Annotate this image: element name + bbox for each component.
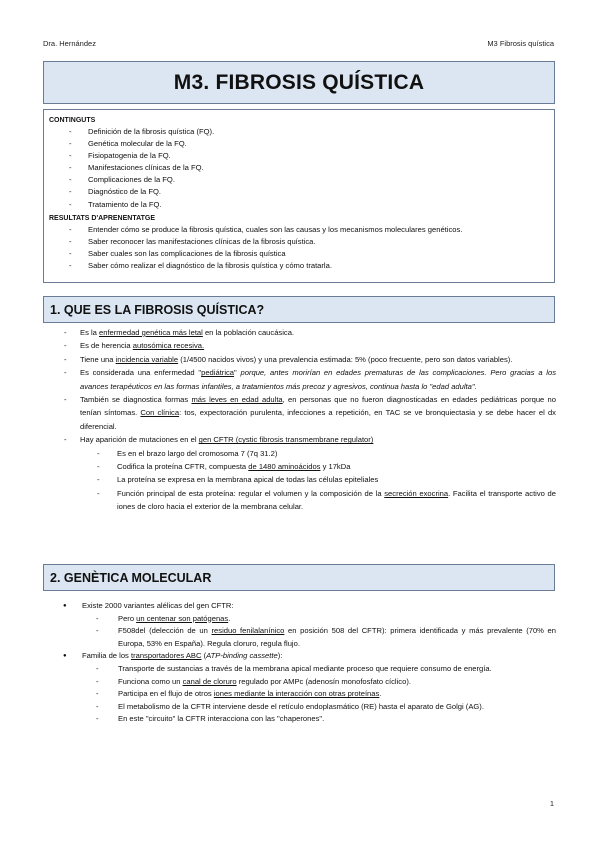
cftr-sublist [97,447,556,514]
list-item: - Manifestaciones clínicas de la FQ. [69,162,549,174]
list-item: - Entender cómo se produce la fibrosis quística, cuales son las causas y los mecanismos moleculares genéticos. [69,224,549,236]
list-item: - Es de herencia autosómica recesiva. [64,339,556,352]
page-number: 1 [549,799,554,808]
list-item: - Complicaciones de la FQ. [69,174,549,186]
page-title: M3. FIBROSIS QUÍSTICA [173,70,425,94]
variants-sublist [96,613,556,651]
contents-box [43,109,555,283]
list-item: - Tratamiento de la FQ. [69,199,549,211]
list-item: - Definición de la fibrosis quística (FQ). [69,126,549,138]
contents-list [69,126,549,211]
list-item: ● Existe 2000 variantes alélicas del gen CFTR: - Pero un centenar son patógenas. - F508del (delección de un residuo fenilalanínico en posición 508 del CFTR): primera identificada y más prevalente (70% en Europa, 53% en España). Regula cloruro, regula flujo. [63,600,556,650]
section2-body [63,600,556,726]
list-item: - Función principal de esta proteína: regular el volumen y la composición de la secreción exocrina. Facilita el transporte activo de iones de cloro hacia el exterior de la membrana celular. [97,487,556,514]
list-item: - Genética molecular de la FQ. [69,138,549,150]
header-course: M3 Fibrosis quística [487,39,554,48]
list-item: - La proteína se expresa en la membrana apical de todas las células epiteliales [97,473,556,486]
header-author: Dra. Hernández [43,39,96,48]
list-item: - Pero un centenar son patógenas. [96,613,556,626]
list-item: - Es la enfermedad genética más letal en la población caucásica. [64,326,556,339]
list-item: - Codifica la proteína CFTR, compuesta de 1480 aminoácidos y 17kDa [97,460,556,473]
list-item: ● Familia de los transportadores ABC (ATP-binding cassette): - Transporte de sustancias a través de la membrana apical mediante proceso que requiere consumo de energía. - Funciona como un canal de cloruro regulado por AMPc (adenosín monofosfato cíclico). - Participa en el flujo de otros iones mediante la interacción con otras proteínas. - El metabolismo de la CFTR interviene desde el retículo endoplasmático (RE) hasta el aparato de Golgi (AG). - En este "circuito" la CFTR interacciona con las "chaperones". [63,650,556,726]
section1-list [64,326,556,447]
section2-list [63,600,556,726]
list-item: - Es en el brazo largo del cromosoma 7 (7q 31.2) [97,447,556,460]
contents-label: CONTINGUTS [49,117,96,124]
list-item: - En este "circuito" la CFTR interacciona con las "chaperones". [96,713,556,726]
list-item: - Saber cuales son las complicaciones de la fibrosis quística [69,248,549,260]
list-item: - Transporte de sustancias a través de la membrana apical mediante proceso que requiere consumo de energía. [96,663,556,676]
list-item: - Fisiopatogenia de la FQ. [69,150,549,162]
outcomes-label: RESULTATS D'APRENENTATGE [49,214,156,222]
list-item: - Diagnóstico de la FQ. [69,186,549,198]
section2-header [43,564,555,591]
list-item: - F508del (delección de un residuo fenilalanínico en posición 508 del CFTR): primera identificada y más prevalente (70% en Europa, 53% en España). Regula cloruro, regula flujo. [96,625,556,650]
list-item: - Es considerada una enfermedad "pediátrica" porque, antes morirían en edades prematuras de las complicaciones. Pero gracias a los avances terapéuticos en las formas infantiles, a tratamientos más precoz y agresivos, continua hasta lo "edad adulta". [64,366,556,393]
section1-header [43,296,555,323]
section1-heading: 1. QUE ES LA FIBROSIS QUÍSTICA? [50,302,265,317]
list-item: - El metabolismo de la CFTR interviene desde el retículo endoplasmático (RE) hasta el aparato de Golgi (AG). [96,701,556,714]
list-item: - Saber reconocer las manifestaciones clínicas de la fibrosis quística. [69,236,549,248]
list-item: - Funciona como un canal de cloruro regulado por AMPc (adenosín monofosfato cíclico). [96,676,556,689]
title-box [43,61,555,104]
list-item: - Saber cómo realizar el diagnóstico de la fibrosis quística y cómo tratarla. [69,260,549,272]
list-item: - Tiene una incidencia variable (1/4500 nacidos vivos) y una prevalencia estimada: 5% (poco frecuente, pero son datos variables). [64,353,556,366]
list-item: - Participa en el flujo de otros iones mediante la interacción con otras proteínas. [96,688,556,701]
abc-sublist [96,663,556,726]
section2-heading: 2. GENÈTICA MOLECULAR [50,570,212,585]
section1-body [64,326,556,514]
list-item: - Hay aparición de mutaciones en el gen CFTR (cystic fibrosis transmembrane regulator) [64,433,556,446]
list-item: - También se diagnostica formas más leves en edad adulta, en personas que no fueron diagnosticadas en edades pediátricas porque no tenían síntomas. Con clínica: tos, expectoración purulenta, infecciones a repetición, en TAC se ve bronquiectasia y se debe hacer el dx diferencial. [64,393,556,433]
outcomes-list [69,224,549,272]
